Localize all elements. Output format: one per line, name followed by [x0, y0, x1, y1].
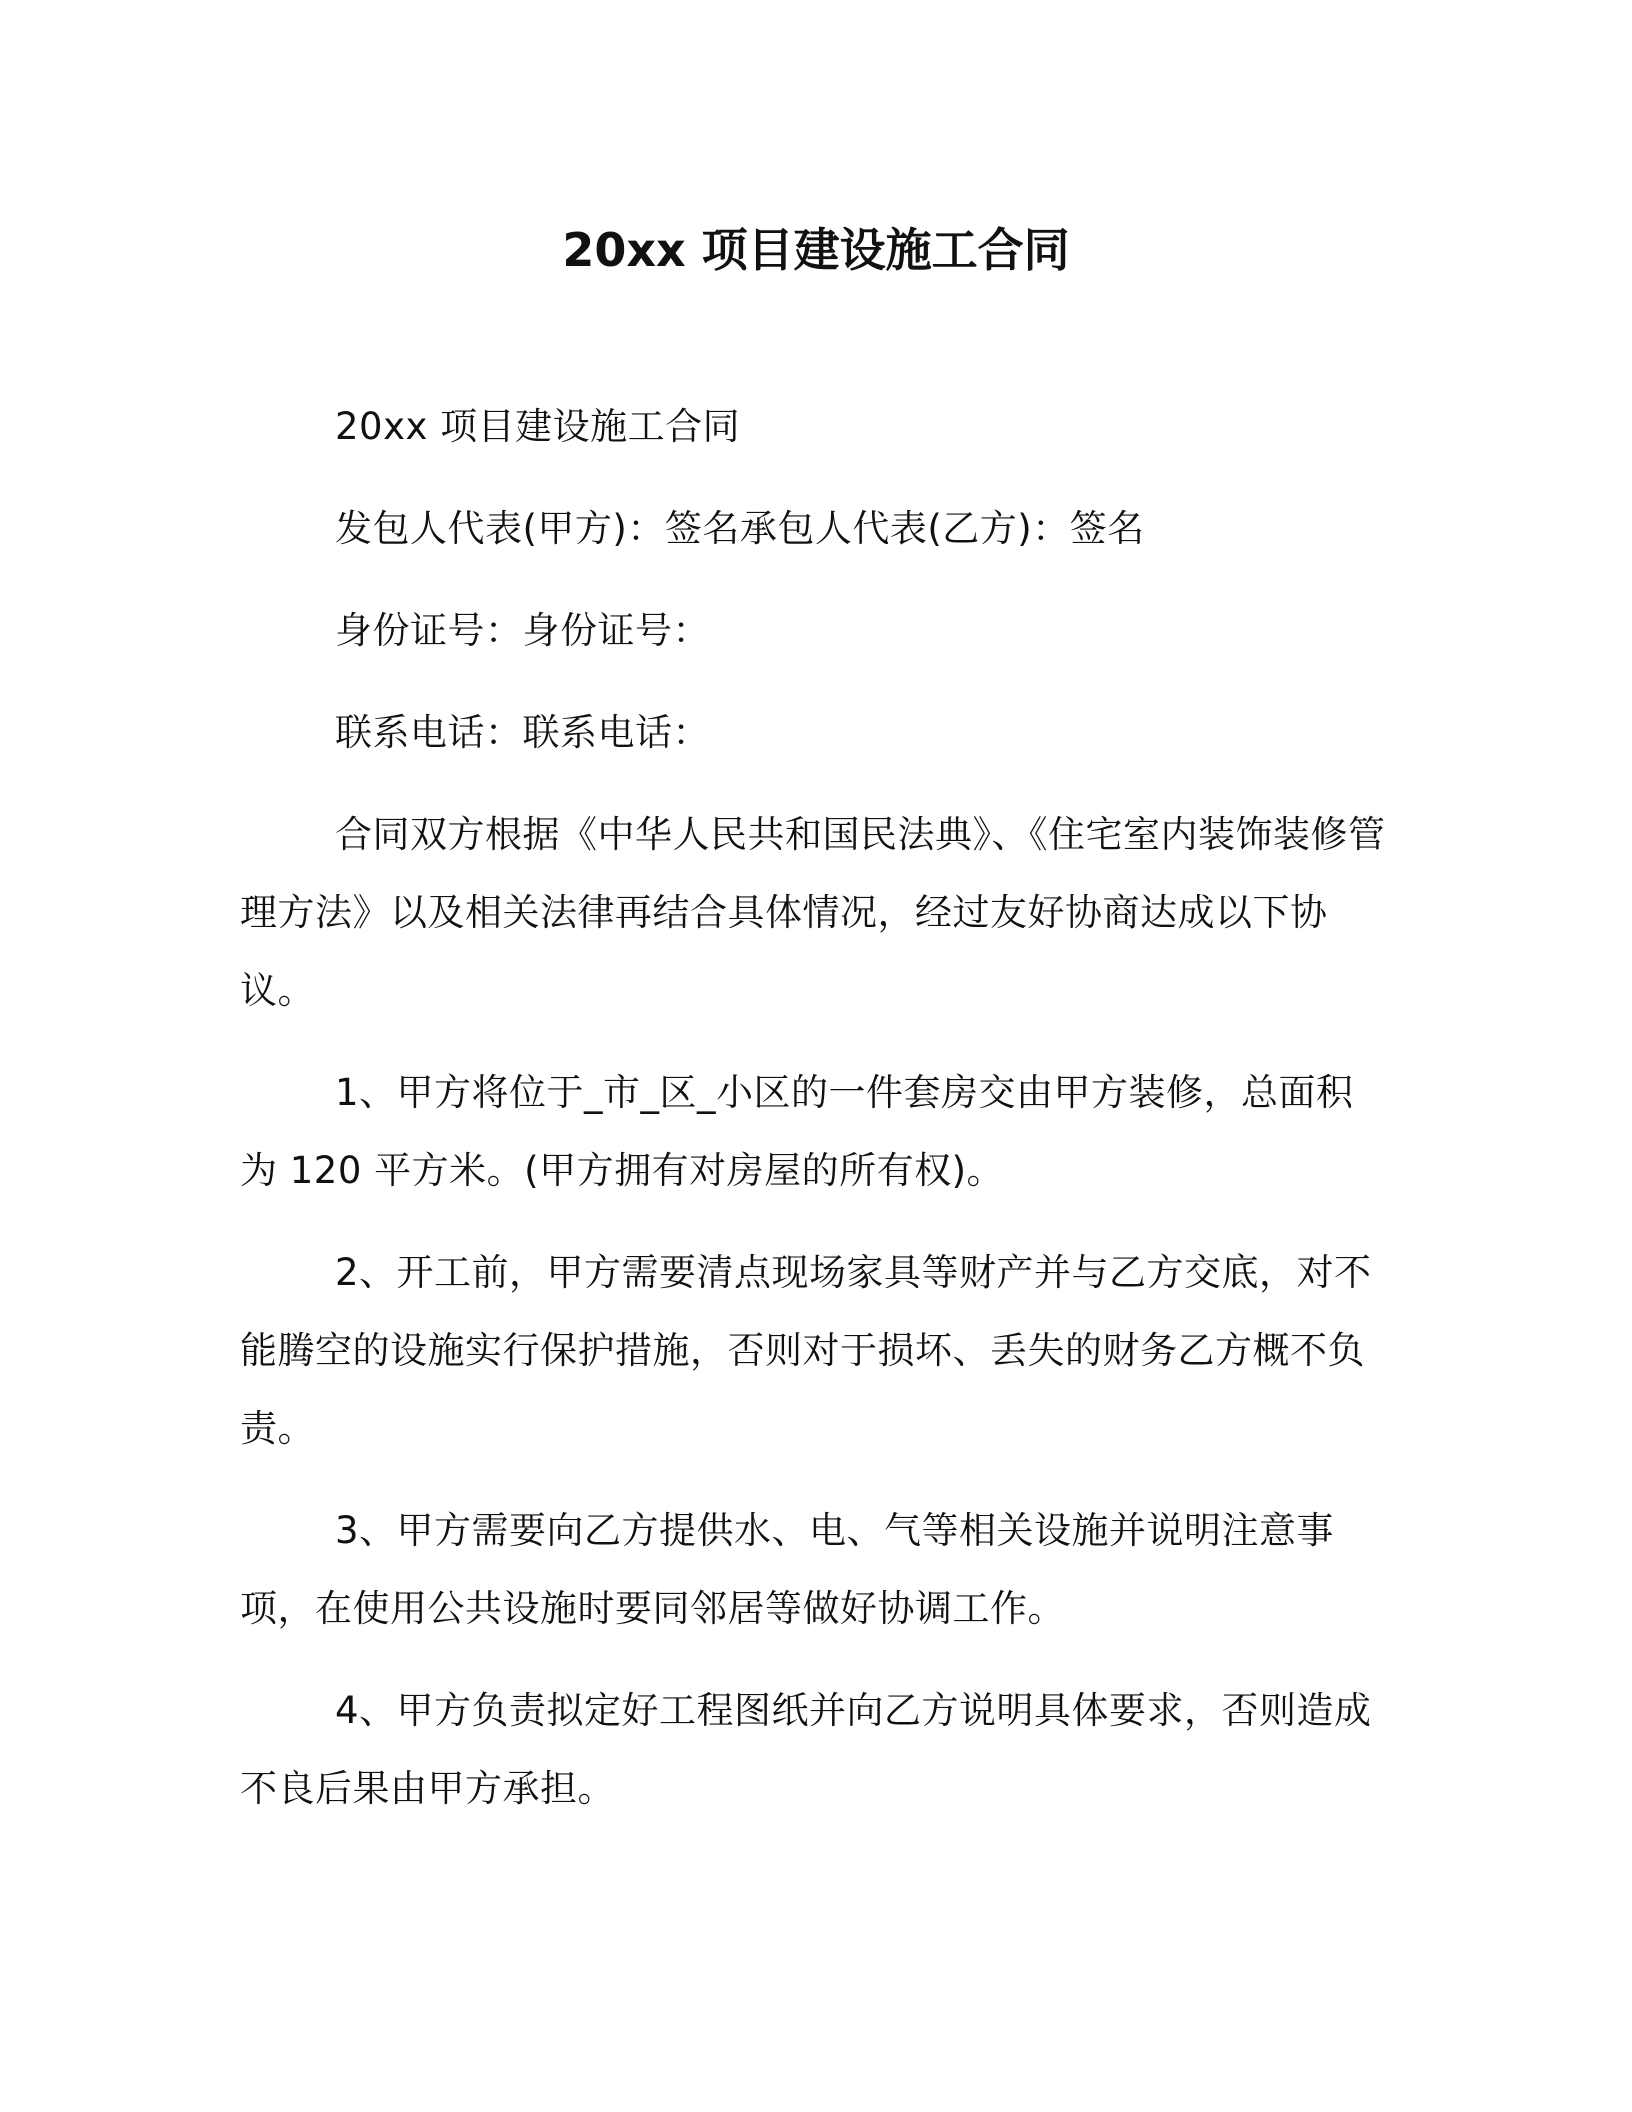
paragraph-phone-numbers: 联系电话：联系电话： [335, 711, 710, 754]
paragraph-clause-1: 1、甲方将位于_市_区_小区的一件套房交由甲方装修，总面积为 120 平方米。(甲方拥有对房屋的所有权)。 [240, 1071, 1354, 1192]
paragraph-preamble: 合同双方根据《中华人民共和国民法典》、《住宅室内装饰装修管理方法》以及相关法律再结合具体情况，经过友好协商达成以下协议。 [240, 813, 1386, 1012]
paragraph-clause-3: 3、甲方需要向乙方提供水、电、气等相关设施并说明注意事项，在使用公共设施时要同邻居等做好协调工作。 [240, 1509, 1335, 1630]
document-body [240, 388, 1390, 1852]
paragraph-clause-2: 2、开工前，甲方需要清点现场家具等财产并与乙方交底，对不能腾空的设施实行保护措施，否则对于损坏、丢失的财务乙方概不负责。 [240, 1251, 1372, 1450]
paragraph-clause-4: 4、甲方负责拟定好工程图纸并向乙方说明具体要求，否则造成不良后果由甲方承担。 [240, 1689, 1372, 1810]
paragraph-id-numbers: 身份证号：身份证号： [335, 609, 710, 652]
document-title: 20xx 项目建设施工合同 [562, 223, 1070, 277]
paragraph-party-representatives: 发包人代表(甲方)：签名承包人代表(乙方)：签名 [335, 507, 1145, 550]
paragraph-subtitle: 20xx 项目建设施工合同 [335, 405, 741, 448]
